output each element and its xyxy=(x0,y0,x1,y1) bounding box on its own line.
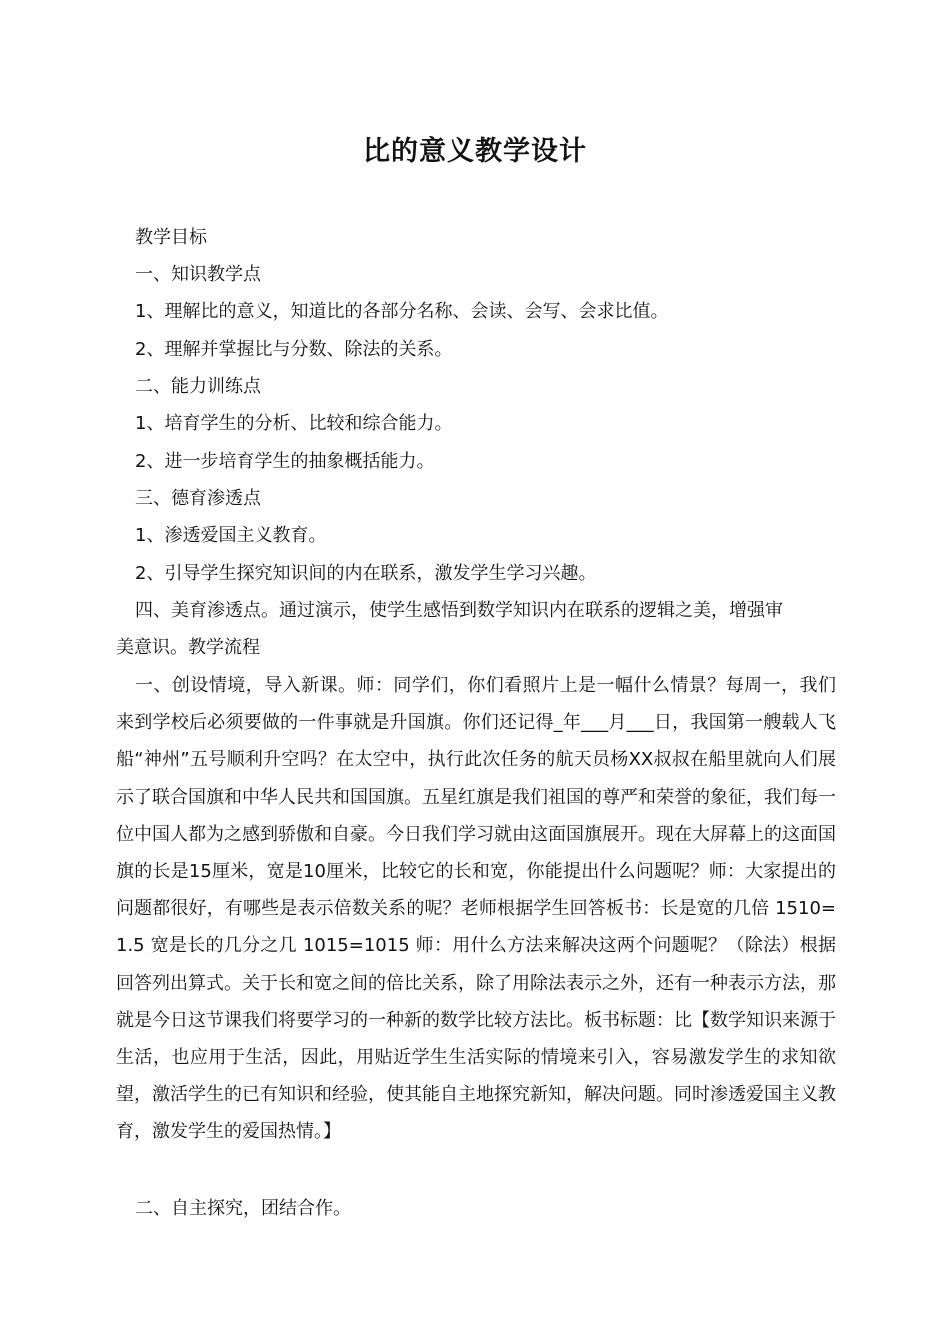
list-item: 1、培育学生的分析、比较和综合能力。 xyxy=(135,413,453,434)
paragraph-intro: 一、创设情境，导入新课。师：同学们，你们看照片上是一幅什么情景？每周一，我们来到学校后必须要做的一件事就是升国旗。你们还记得_年___月___日，我国第一艘载人飞船“神州”五号顺利升空吗？在太空中，执行此次任务的航天员杨XX叔叔在船里就向人们展示了联合国旗和中华人民共和国国旗。五星红旗是我们祖国的尊严和荣誉的象征，我们每一位中国人都为之感到骄傲和自豪。今日我们学习就由这面国旗展开。现在大屏幕上的这面国旗的长是15厘米，宽是10厘米，比较它的长和宽，你能提出什么问题呢？师：大家提出的问题都很好，有哪些是表示倍数关系的呢？老师根据学生回答板书：长是宽的几倍 1510=1.5 宽是长的几分之几 1015=1015 师：用什么方法来解决这两个问题呢？（除法）根据回答列出算式。关于长和宽之间的倍比关系，除了用除法表示之外，还有一种表示方法，那就是今日这节课我们将要学习的一种新的数学比较方法比。板书标题：比【数学知识来源于生活，也应用于生活，因此，用贴近学生生活实际的情境来引入，容易激发学生的求知欲望，激活学生的已有知识和经验，使其能自主地探究新知，解决问题。同时渗透爱国主义教育，激发学生的爱国热情。】 xyxy=(116,675,836,1143)
paragraph-aesthetic-line1: 四、美育渗透点。通过演示，使学生感悟到数学知识内在联系的逻辑之美，增强审 xyxy=(135,600,783,621)
list-item: 2、引导学生探究知识间的内在联系，激发学生学习兴趣。 xyxy=(135,563,597,584)
list-item: 2、理解并掌握比与分数、除法的关系。 xyxy=(135,339,453,360)
section-heading-moral: 三、德育渗透点 xyxy=(135,488,261,509)
paragraph-aesthetic-line2: 美意识。教学流程 xyxy=(116,637,260,658)
document-title: 比的意义教学设计 xyxy=(363,136,587,167)
section-heading-objectives: 教学目标 xyxy=(135,227,207,248)
section-heading-explore: 二、自主探究，团结合作。 xyxy=(135,1198,351,1219)
list-item: 2、进一步培育学生的抽象概括能力。 xyxy=(135,451,435,472)
section-heading-knowledge: 一、知识教学点 xyxy=(135,264,261,285)
list-item: 1、渗透爱国主义教育。 xyxy=(135,525,327,546)
list-item: 1、理解比的意义，知道比的各部分名称、会读、会写、会求比值。 xyxy=(135,301,669,322)
section-heading-ability: 二、能力训练点 xyxy=(135,376,261,397)
